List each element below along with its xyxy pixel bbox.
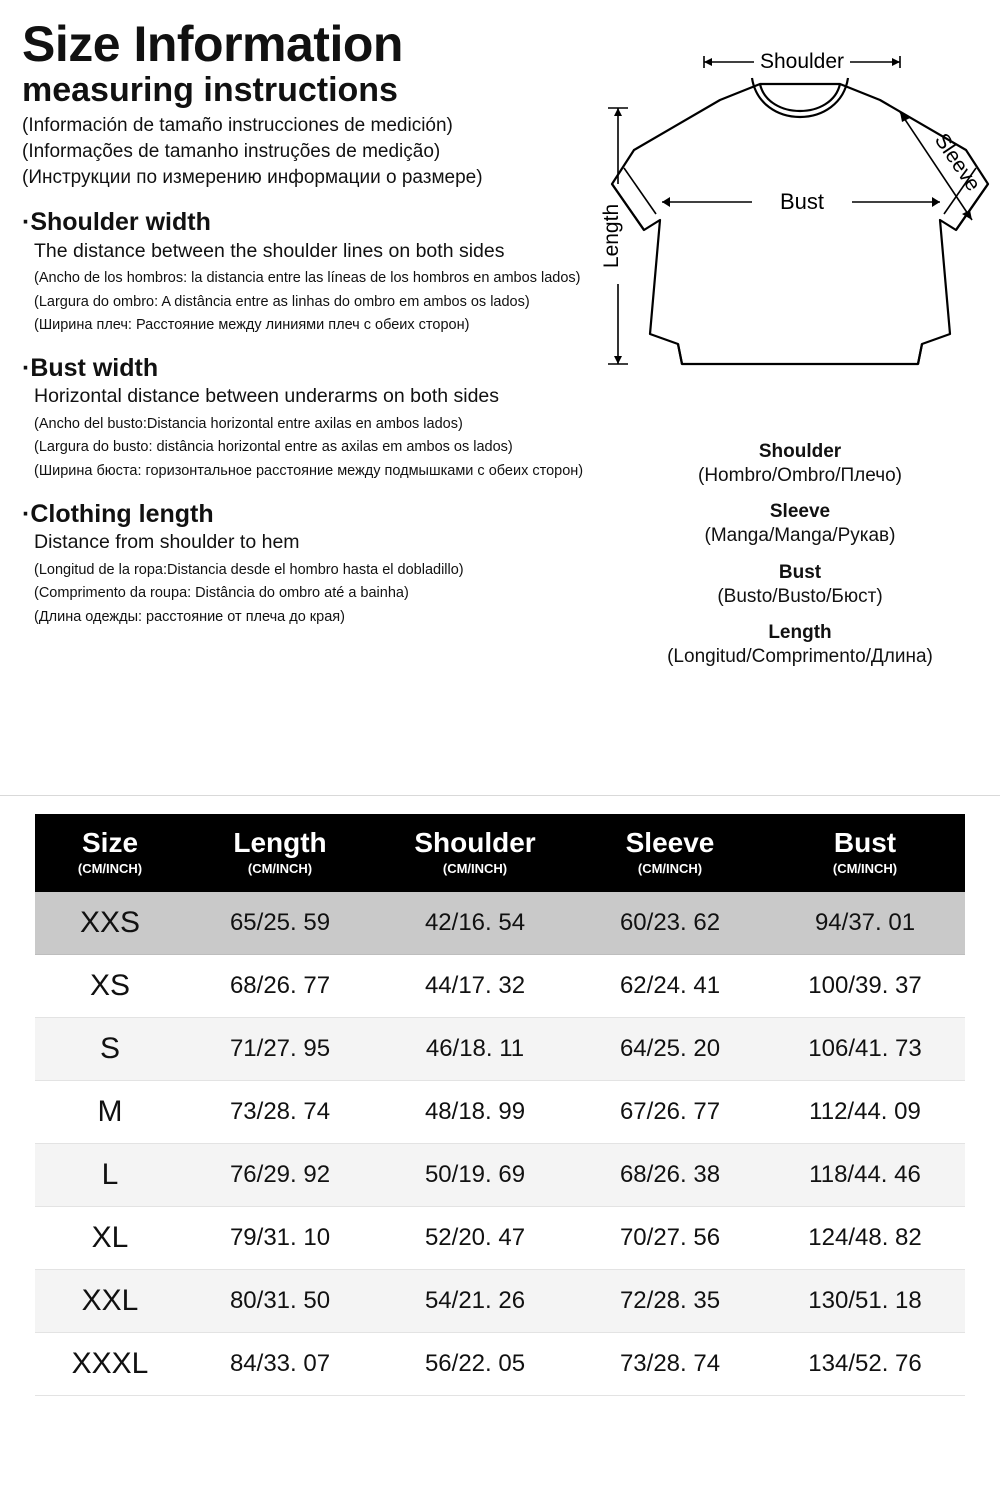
cell-shoulder: 44/17. 32 [375,955,575,1018]
cell-shoulder: 52/20. 47 [375,1207,575,1270]
section-shoulder-width [22,208,586,336]
cell-size: XXS [35,892,185,955]
table-row [35,1144,965,1207]
column-title: Sleeve [625,827,715,858]
section-heading: ·Shoulder width [22,207,211,236]
cell-size: M [35,1081,185,1144]
cell-size: XS [35,955,185,1018]
section-translation-ru: (Ширина бюста: горизонтальное расстояние между подмышками с обеих сторон) [34,462,584,479]
top-area [0,0,1000,682]
column-unit: (CM/INCH) [77,860,143,876]
cell-sleeve: 60/23. 62 [575,892,765,955]
column-unit: (CM/INCH) [247,860,313,876]
section-translation-pt: (Comprimento da roupa: Distância do ombro até a bainha) [34,585,409,602]
cell-sleeve: 73/28. 74 [575,1333,765,1396]
cell-sleeve: 68/26. 38 [575,1144,765,1207]
legend-translation: (Hombro/Ombro/Плечо) [698,464,902,486]
header-translation-ru: (Инструкции по измерению информации о размере) [22,166,483,188]
cell-shoulder: 56/22. 05 [375,1333,575,1396]
cell-bust: 100/39. 37 [765,955,965,1018]
column-unit: (CM/INCH) [832,860,898,876]
instructions-column [0,0,600,682]
column-title: Size [81,827,139,858]
column-header-bust [765,814,965,892]
cell-shoulder: 54/21. 26 [375,1270,575,1333]
section-translation-pt: (Largura do ombro: A distância entre as linhas do ombro em ambos os lados) [34,293,530,310]
column-header-length [185,814,375,892]
cell-shoulder: 48/18. 99 [375,1081,575,1144]
cell-length: 71/27. 95 [185,1018,375,1081]
table-row [35,1207,965,1270]
section-description: The distance between the shoulder lines on both sides [34,239,505,262]
table-row [35,955,965,1018]
cell-sleeve: 72/28. 35 [575,1270,765,1333]
column-header-shoulder [375,814,575,892]
legend-item-length [600,621,1000,669]
section-clothing-length [22,500,586,628]
cell-bust: 124/48. 82 [765,1207,965,1270]
legend-translation: (Manga/Manga/Рукав) [704,525,896,547]
legend-term: Shoulder [758,441,842,462]
cell-length: 80/31. 50 [185,1270,375,1333]
table-row [35,1270,965,1333]
cell-bust: 118/44. 46 [765,1144,965,1207]
column-title: Shoulder [414,827,536,858]
diagram-label-bust: Bust [779,189,825,214]
legend-term: Length [768,622,832,644]
section-translation-es: (Longitud de la ropa:Distancia desde el hombro hasta el dobladillo) [34,561,464,578]
diagram-label-shoulder: Shoulder [759,50,845,73]
cell-sleeve: 62/24. 41 [575,955,765,1018]
cell-size: S [35,1018,185,1081]
table-row [35,1333,965,1396]
cell-size: XXL [35,1270,185,1333]
cell-bust: 134/52. 76 [765,1333,965,1396]
size-table-area [0,795,1000,1506]
header-translation-es: (Información de tamaño instrucciones de medición) [22,114,453,136]
section-description: Distance from shoulder to hem [34,531,300,554]
diagram-label-length: Length [600,203,623,269]
column-header-sleeve [575,814,765,892]
cell-length: 68/26. 77 [185,955,375,1018]
cell-shoulder: 46/18. 11 [375,1018,575,1081]
cell-shoulder: 50/19. 69 [375,1144,575,1207]
table-row [35,892,965,955]
cell-length: 84/33. 07 [185,1333,375,1396]
page-title: Size Information [22,16,403,72]
cell-sleeve: 67/26. 77 [575,1081,765,1144]
legend-translation: (Busto/Busto/Бюст) [717,585,883,607]
table-row [35,1018,965,1081]
garment-diagram [600,34,1000,434]
page-subtitle: measuring instructions [22,71,398,109]
section-translation-es: (Ancho de los hombros: la distancia entre las líneas de los hombros en ambos lados) [34,270,581,287]
cell-size: XL [35,1207,185,1270]
section-translation-pt: (Largura do busto: distância horizontal entre as axilas em ambos os lados) [34,439,513,456]
cell-shoulder: 42/16. 54 [375,892,575,955]
cell-bust: 130/51. 18 [765,1270,965,1333]
column-title: Bust [833,827,897,858]
cell-size: XXXL [35,1333,185,1396]
cell-length: 65/25. 59 [185,892,375,955]
cell-sleeve: 70/27. 56 [575,1207,765,1270]
section-translation-ru: (Ширина плеч: Расстояние между линиями плеч с обеих сторон) [34,317,470,334]
legend-term: Bust [778,561,822,583]
cell-bust: 112/44. 09 [765,1081,965,1144]
section-heading: ·Bust width [22,353,159,382]
column-unit: (CM/INCH) [637,860,703,876]
legend-item-shoulder [600,440,1000,488]
cell-bust: 94/37. 01 [765,892,965,955]
legend-term: Sleeve [769,501,831,523]
cell-length: 73/28. 74 [185,1081,375,1144]
cell-length: 79/31. 10 [185,1207,375,1270]
column-unit: (CM/INCH) [442,860,508,876]
legend-item-sleeve [600,500,1000,548]
table-row [35,1081,965,1144]
diagram-column [600,0,1000,682]
diagram-label-sleeve: Sleeve [929,129,985,196]
garment-svg [600,34,1000,434]
header-translation-pt: (Informações de tamanho instruções de medição) [22,140,441,162]
cell-length: 76/29. 92 [185,1144,375,1207]
legend-translation: (Longitud/Comprimento/Длина) [667,646,933,668]
legend-item-bust [600,561,1000,609]
column-header-size [35,814,185,892]
section-translation-ru: (Длина одежды: расстояние от плеча до края) [34,608,345,625]
cell-sleeve: 64/25. 20 [575,1018,765,1081]
section-translation-es: (Ancho del busto:Distancia horizontal entre axilas en ambos lados) [34,415,463,432]
cell-bust: 106/41. 73 [765,1018,965,1081]
section-bust-width [22,354,586,482]
table-header-row [35,814,965,892]
section-heading: ·Clothing length [22,499,214,528]
diagram-legend [600,440,1000,670]
size-chart-table [35,814,965,1396]
section-description: Horizontal distance between underarms on both sides [34,385,500,408]
cell-size: L [35,1144,185,1207]
column-title: Length [233,827,327,858]
